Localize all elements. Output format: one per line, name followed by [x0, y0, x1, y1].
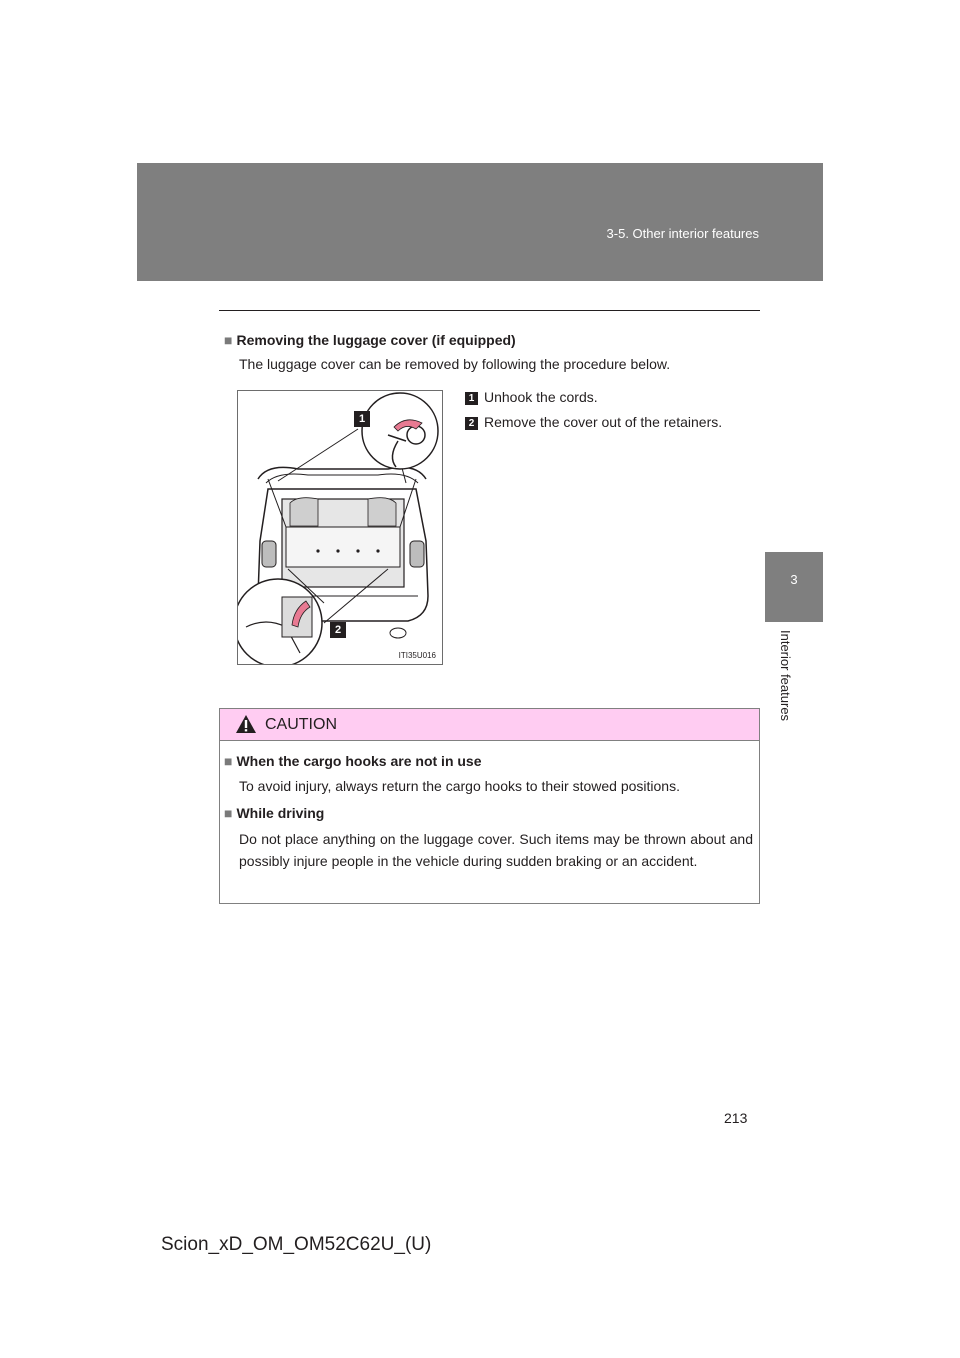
chapter-tab	[765, 552, 823, 622]
bullet-square-icon: ■	[224, 753, 233, 769]
chapter-number: 3	[790, 572, 798, 587]
page-number: 213	[724, 1110, 748, 1126]
step-1-text: Unhook the cords.	[484, 389, 598, 405]
caution-item-1-heading	[224, 753, 482, 769]
step-1	[465, 389, 598, 405]
bullet-square-icon: ■	[224, 805, 233, 821]
section-heading-text: Removing the luggage cover (if equipped)	[236, 332, 516, 348]
callout-2-badge: 2	[330, 622, 346, 638]
caution-header	[220, 709, 759, 741]
step-2-number-icon: 2	[465, 417, 478, 430]
section-divider	[219, 310, 760, 311]
step-1-number-icon: 1	[465, 392, 478, 405]
section-heading	[224, 332, 516, 348]
caution-title: CAUTION	[265, 716, 337, 733]
section-title: 3-5. Other interior features	[606, 226, 759, 241]
luggage-cover-illustration	[237, 390, 443, 665]
section-intro: The luggage cover can be removed by following the procedure below.	[239, 356, 671, 372]
caution-item-2-heading	[224, 805, 324, 821]
document-code: Scion_xD_OM_OM52C62U_(U)	[161, 1234, 432, 1255]
bullet-square-icon: ■	[224, 332, 233, 348]
caution-item-2-text: Do not place anything on the luggage cover. Such items may be thrown about and possibly injure people in the vehicle during sudden braking or an accident.	[239, 831, 753, 869]
caution-item-1-text: To avoid injury, always return the cargo hooks to their stowed positions.	[239, 778, 680, 794]
caution-item-2-heading-text: While driving	[236, 805, 325, 821]
caution-box	[219, 708, 760, 904]
header-band	[137, 163, 823, 281]
chapter-title: Interior features	[778, 630, 793, 722]
caution-item-1-heading-text: When the cargo hooks are not in use	[236, 753, 482, 769]
step-2	[465, 414, 722, 430]
warning-triangle-icon	[235, 714, 257, 734]
step-2-text: Remove the cover out of the retainers.	[484, 414, 723, 430]
figure-code: ITI35U016	[398, 651, 436, 660]
callout-1-badge: 1	[354, 411, 370, 427]
